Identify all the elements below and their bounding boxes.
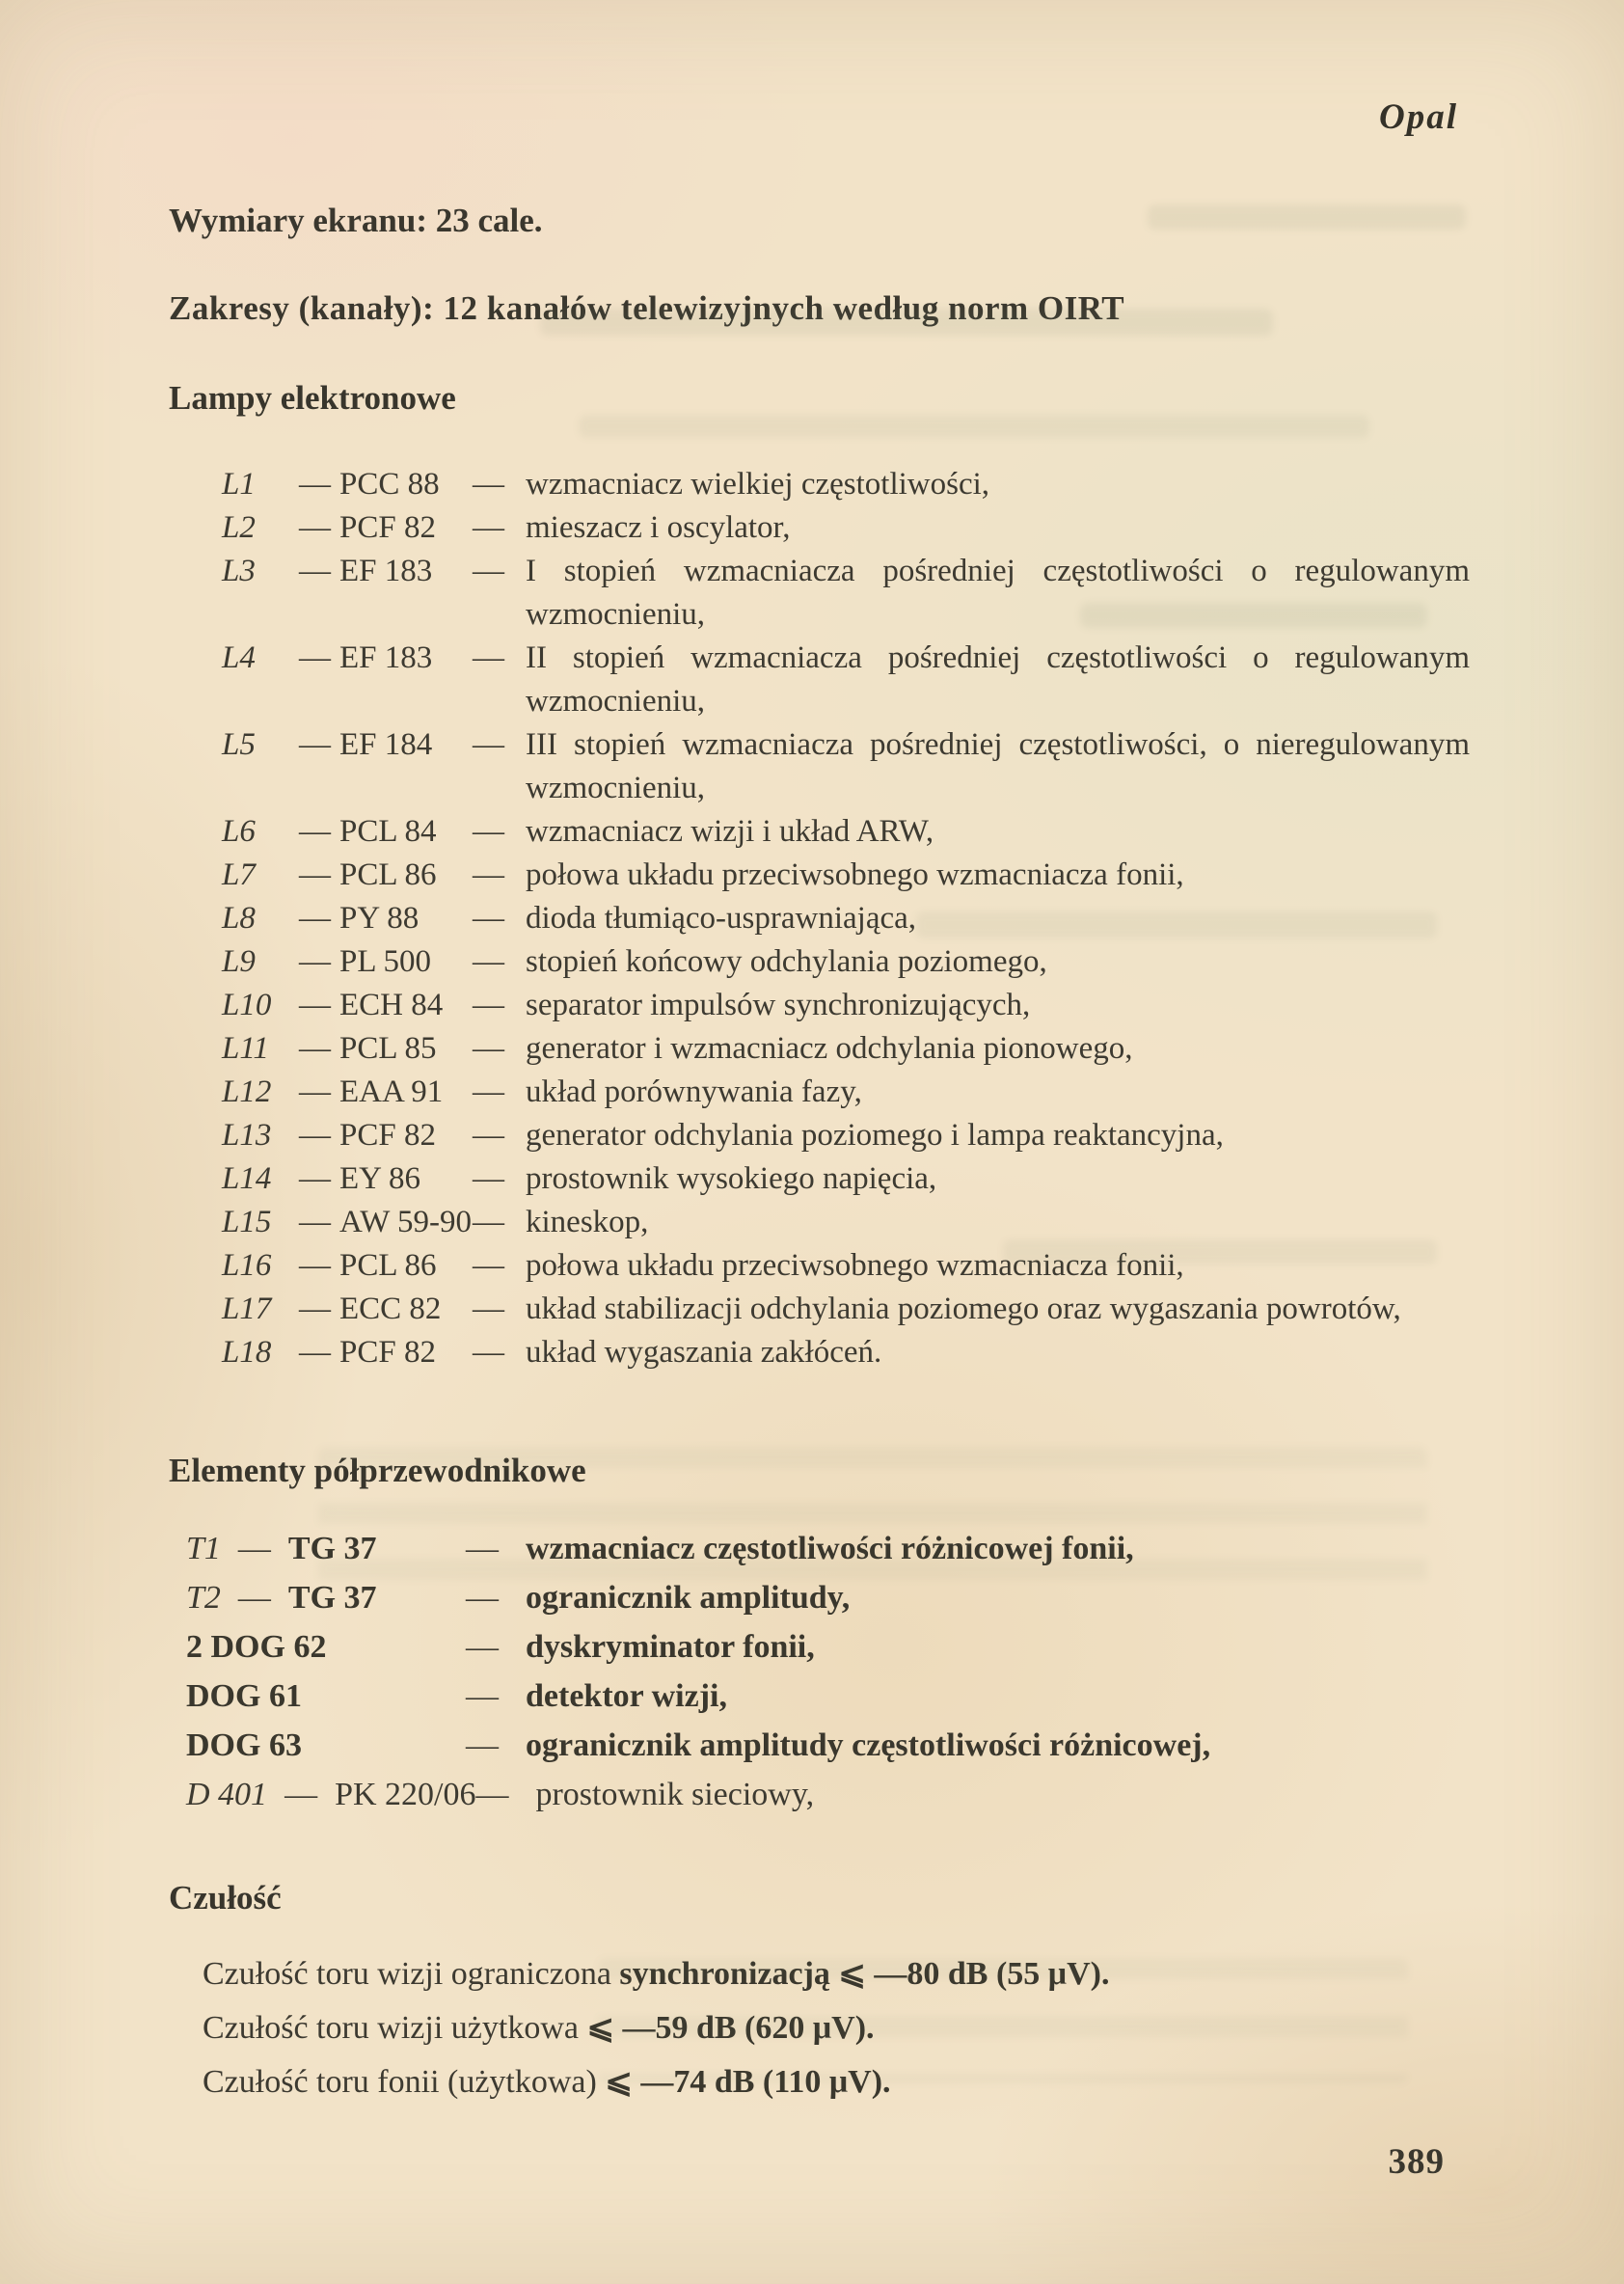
spec-channels: Zakresy (kanały): 12 kanałów telewizyjnych według norm OIRT	[169, 289, 1125, 327]
semiconductor-row	[186, 1622, 1470, 1672]
lamp-type: PL 500	[339, 944, 432, 979]
dash-separator: —	[473, 510, 504, 545]
dash-separator: —	[299, 510, 331, 545]
lamp-id: L7	[222, 857, 256, 892]
lamp-function: układ stabilizacji odchylania poziomego oraz wygaszania powrotów,	[526, 1292, 1401, 1326]
lamp-row	[222, 1157, 1470, 1201]
dash-separator: —	[473, 1292, 504, 1326]
lamp-id: L2	[222, 510, 256, 545]
section-heading-semiconductors: Elementy półprzewodnikowe	[169, 1452, 586, 1489]
semiconductor-function: detektor wizji,	[526, 1678, 727, 1714]
lamp-function: stopień końcowy odchylania poziomego,	[526, 944, 1047, 979]
lamp-id: L9	[222, 944, 256, 979]
lamp-function: generator odchylania poziomego i lampa reaktancyjna,	[526, 1118, 1224, 1153]
lamp-id: L13	[222, 1118, 272, 1153]
print-bleedthrough	[916, 911, 1437, 938]
lamp-type: EF 183	[339, 554, 433, 588]
dash-separator: —	[473, 640, 504, 675]
semiconductor-id: T2	[186, 1580, 221, 1616]
lamp-row	[222, 1027, 1470, 1071]
dash-separator: —	[466, 1580, 499, 1616]
dash-separator: —	[299, 1205, 331, 1239]
dash-separator: —	[299, 1118, 331, 1153]
semiconductor-id: D 401	[186, 1777, 268, 1812]
lamp-function: separator impulsów synchronizujących,	[526, 988, 1031, 1022]
lamp-type: ECC 82	[339, 1292, 442, 1326]
lamp-type: PY 88	[339, 901, 420, 936]
semiconductor-function: ogranicznik amplitudy częstotliwości różnicowej,	[526, 1727, 1211, 1763]
semiconductor-id: T1	[186, 1531, 221, 1566]
semiconductor-type: PK 220/06	[335, 1777, 476, 1812]
lamp-row	[222, 1071, 1470, 1114]
lamp-function: wzmacniacz wielkiej częstotliwości,	[526, 467, 990, 502]
lamp-id: L1	[222, 467, 256, 502]
dash-separator: —	[466, 1727, 499, 1763]
dash-separator: —	[473, 467, 504, 502]
dash-separator: —	[473, 1031, 504, 1066]
semiconductor-function: prostownik sieciowy,	[535, 1777, 815, 1812]
spec-screen-size: Wymiary ekranu: 23 cale.	[169, 202, 543, 239]
semiconductor-designation	[186, 1672, 466, 1721]
dash-separator: —	[299, 1292, 331, 1326]
dash-separator: —	[299, 1161, 331, 1196]
dash-separator: —	[473, 1118, 504, 1153]
lamp-type: EAA 91	[339, 1074, 444, 1109]
dash-separator: —	[466, 1531, 499, 1566]
lamp-function: kineskop,	[526, 1205, 649, 1239]
dash-separator: —	[466, 1678, 499, 1714]
lamp-type: PCC 88	[339, 467, 440, 502]
lamp-row	[222, 506, 1470, 550]
sensitivity-text: Czułość toru fonii (użytkowa)	[203, 2064, 606, 2100]
dash-separator: —	[299, 467, 331, 502]
print-bleedthrough	[1003, 1239, 1437, 1264]
dash-separator: —	[299, 814, 331, 849]
lamp-function: połowa układu przeciwsobnego wzmacniacza fonii,	[526, 857, 1184, 892]
lamp-type: PCL 86	[339, 1248, 437, 1283]
dash-separator: —	[473, 1335, 504, 1370]
lamp-type: PCF 82	[339, 1118, 436, 1153]
semiconductor-designation	[186, 1721, 466, 1770]
dash-separator: —	[299, 554, 331, 588]
semiconductor-function: dyskryminator fonii,	[526, 1629, 815, 1665]
sensitivity-value: ⩽ —74 dB (110 μV).	[605, 2064, 891, 2100]
lamp-function: II stopień wzmacniacza pośredniej częstotliwości o regulowanym wzmocnieniu,	[526, 640, 1470, 719]
semiconductor-designation	[186, 1770, 475, 1819]
lamp-row	[222, 984, 1470, 1027]
dash-separator: —	[299, 857, 331, 892]
lamp-id: L14	[222, 1161, 272, 1196]
sensitivity-value: ⩽ —59 dB (620 μV).	[586, 2010, 875, 2046]
running-header-title: Opal	[1379, 97, 1458, 137]
page-number: 389	[1388, 2142, 1445, 2182]
dash-separator: —	[473, 944, 504, 979]
lamp-row	[222, 463, 1470, 506]
section-heading-lamps: Lampy elektronowe	[169, 379, 456, 417]
semiconductor-type: DOG 63	[186, 1727, 302, 1763]
dash-separator: —	[299, 944, 331, 979]
print-bleedthrough	[579, 415, 1369, 438]
lamp-id: L11	[222, 1031, 269, 1066]
semiconductor-row	[186, 1770, 1470, 1819]
print-bleedthrough	[598, 1958, 1408, 2083]
semiconductor-designation	[186, 1622, 466, 1672]
lamp-id: L12	[222, 1074, 272, 1109]
lamp-row	[222, 1288, 1470, 1331]
lamp-function: dioda tłumiąco-usprawniająca,	[526, 901, 917, 936]
semiconductor-type: 2 DOG 62	[186, 1629, 327, 1665]
lamp-type: EF 184	[339, 727, 433, 762]
lamp-id: L10	[222, 988, 272, 1022]
lamp-type: PCL 85	[339, 1031, 437, 1066]
dash-separator: —	[473, 1161, 504, 1196]
dash-separator: —	[299, 1248, 331, 1283]
sensitivity-value: synchronizacją ⩽ —80 dB (55 μV).	[619, 1956, 1110, 1992]
dash-separator: —	[284, 1777, 318, 1812]
dash-separator: —	[473, 901, 504, 936]
lamp-row	[222, 1331, 1470, 1374]
dash-separator: —	[473, 1074, 504, 1109]
lamp-id: L5	[222, 727, 256, 762]
print-bleedthrough	[540, 309, 1273, 336]
lamp-function: III stopień wzmacniacza pośredniej częstotliwości, o nieregulowanym wzmocnieniu,	[526, 727, 1470, 805]
lamp-function: układ porównywania fazy,	[526, 1074, 862, 1109]
lamp-row	[222, 637, 1470, 723]
lamp-row	[222, 854, 1470, 897]
lamp-id: L15	[222, 1205, 272, 1239]
lamp-id: L18	[222, 1335, 272, 1370]
lamp-function: prostownik wysokiego napięcia,	[526, 1161, 937, 1196]
print-bleedthrough	[1080, 603, 1427, 628]
dash-separator: —	[473, 727, 504, 762]
dash-separator: —	[299, 1031, 331, 1066]
lamp-row	[222, 723, 1470, 810]
semiconductor-type: TG 37	[287, 1531, 377, 1566]
lamp-function: wzmacniacz wizji i układ ARW,	[526, 814, 934, 849]
lamp-type: PCF 82	[339, 1335, 436, 1370]
lamp-row	[222, 1201, 1470, 1244]
lamp-id: L4	[222, 640, 256, 675]
dash-separator: —	[237, 1531, 271, 1566]
lamp-id: L17	[222, 1292, 272, 1326]
lamp-function: I stopień wzmacniacza pośredniej częstotliwości o regulowanym wzmocnieniu,	[526, 554, 1470, 632]
lamp-id: L8	[222, 901, 256, 936]
semiconductor-type: DOG 61	[186, 1678, 302, 1714]
print-bleedthrough	[318, 1447, 1427, 1591]
dash-separator: —	[299, 988, 331, 1022]
dash-separator: —	[473, 814, 504, 849]
sensitivity-text: Czułość toru wizji użytkowa	[203, 2010, 587, 2046]
lamp-row	[222, 1114, 1470, 1157]
semiconductor-type: TG 37	[287, 1580, 377, 1616]
semiconductor-function: wzmacniacz częstotliwości różnicowej fonii,	[526, 1531, 1134, 1566]
lamp-type: PCL 84	[339, 814, 437, 849]
lamp-function: układ wygaszania zakłóceń.	[526, 1335, 882, 1370]
dash-separator: —	[473, 857, 504, 892]
dash-separator: —	[299, 640, 331, 675]
sensitivity-text: Czułość toru wizji ograniczona	[203, 1956, 620, 1992]
print-bleedthrough	[1148, 204, 1466, 230]
lamp-function: generator i wzmacniacz odchylania pionowego,	[526, 1031, 1133, 1066]
dash-separator: —	[299, 1335, 331, 1370]
lamp-type: AW 59-90	[339, 1205, 472, 1239]
dash-separator: —	[299, 727, 331, 762]
lamp-id: L6	[222, 814, 256, 849]
dash-separator: —	[237, 1580, 271, 1616]
dash-separator: —	[473, 988, 504, 1022]
dash-separator: —	[475, 1777, 509, 1812]
semiconductor-function: ogranicznik amplitudy,	[526, 1580, 851, 1616]
lamp-row	[222, 940, 1470, 984]
lamp-row	[222, 810, 1470, 854]
semiconductor-row	[186, 1672, 1470, 1721]
dash-separator: —	[473, 1248, 504, 1283]
lamp-type: ECH 84	[339, 988, 444, 1022]
dash-separator: —	[473, 554, 504, 588]
lamp-type: EY 86	[339, 1161, 421, 1196]
lamp-type: PCF 82	[339, 510, 436, 545]
lamp-id: L3	[222, 554, 256, 588]
lamp-function: połowa układu przeciwsobnego wzmacniacza fonii,	[526, 1248, 1184, 1283]
dash-separator: —	[299, 1074, 331, 1109]
lamp-type: EF 183	[339, 640, 433, 675]
dash-separator: —	[299, 901, 331, 936]
semiconductor-row	[186, 1721, 1470, 1770]
lamp-id: L16	[222, 1248, 272, 1283]
dash-separator: —	[473, 1205, 504, 1239]
dash-separator: —	[466, 1629, 499, 1665]
lamp-function: mieszacz i oscylator,	[526, 510, 791, 545]
section-heading-sensitivity: Czułość	[169, 1879, 282, 1917]
lamp-type: PCL 86	[339, 857, 437, 892]
